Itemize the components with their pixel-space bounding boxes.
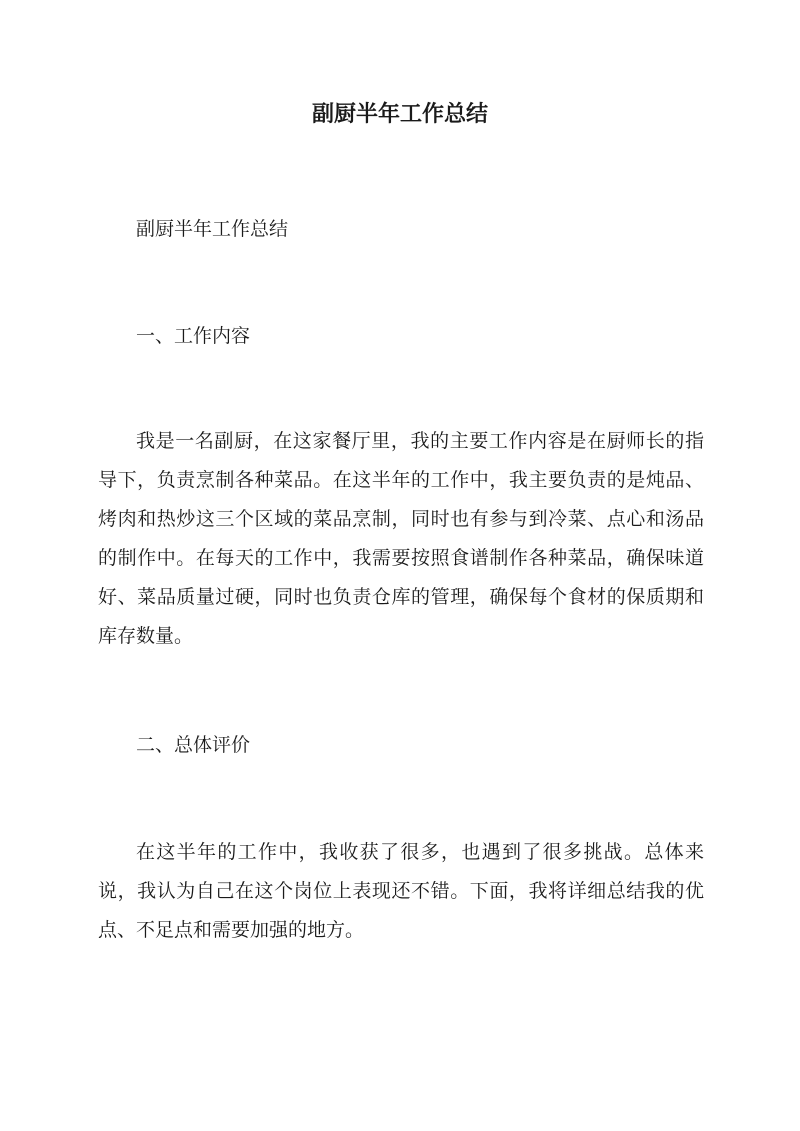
section-heading-overall-evaluation: 二、总体评价	[136, 734, 251, 756]
document-subtitle: 副厨半年工作总结	[136, 218, 289, 240]
section-paragraph-overall-evaluation: 在这半年的工作中，我收获了很多，也遇到了很多挑战。总体来说，我认为自己在这个岗位上表现还不错。下面，我将详细总结我的优点、不足点和需要加强的地方。	[98, 841, 704, 941]
section-heading-work-content: 一、工作内容	[136, 325, 251, 347]
document-title: 副厨半年工作总结	[311, 101, 488, 127]
section-paragraph-work-content: 我是一名副厨，在这家餐厅里，我的主要工作内容是在厨师长的指导下，负责烹制各种菜品。在这半年的工作中，我主要负责的是炖品、烤肉和热炒这三个区域的菜品烹制，同时也有参与到冷菜、点心和汤品的制作中。在每天的工作中，我需要按照食谱制作各种菜品，确保味道好、菜品质量过硬，同时也负责仓库的管理，确保每个食材的保质期和库存数量。	[98, 430, 704, 647]
